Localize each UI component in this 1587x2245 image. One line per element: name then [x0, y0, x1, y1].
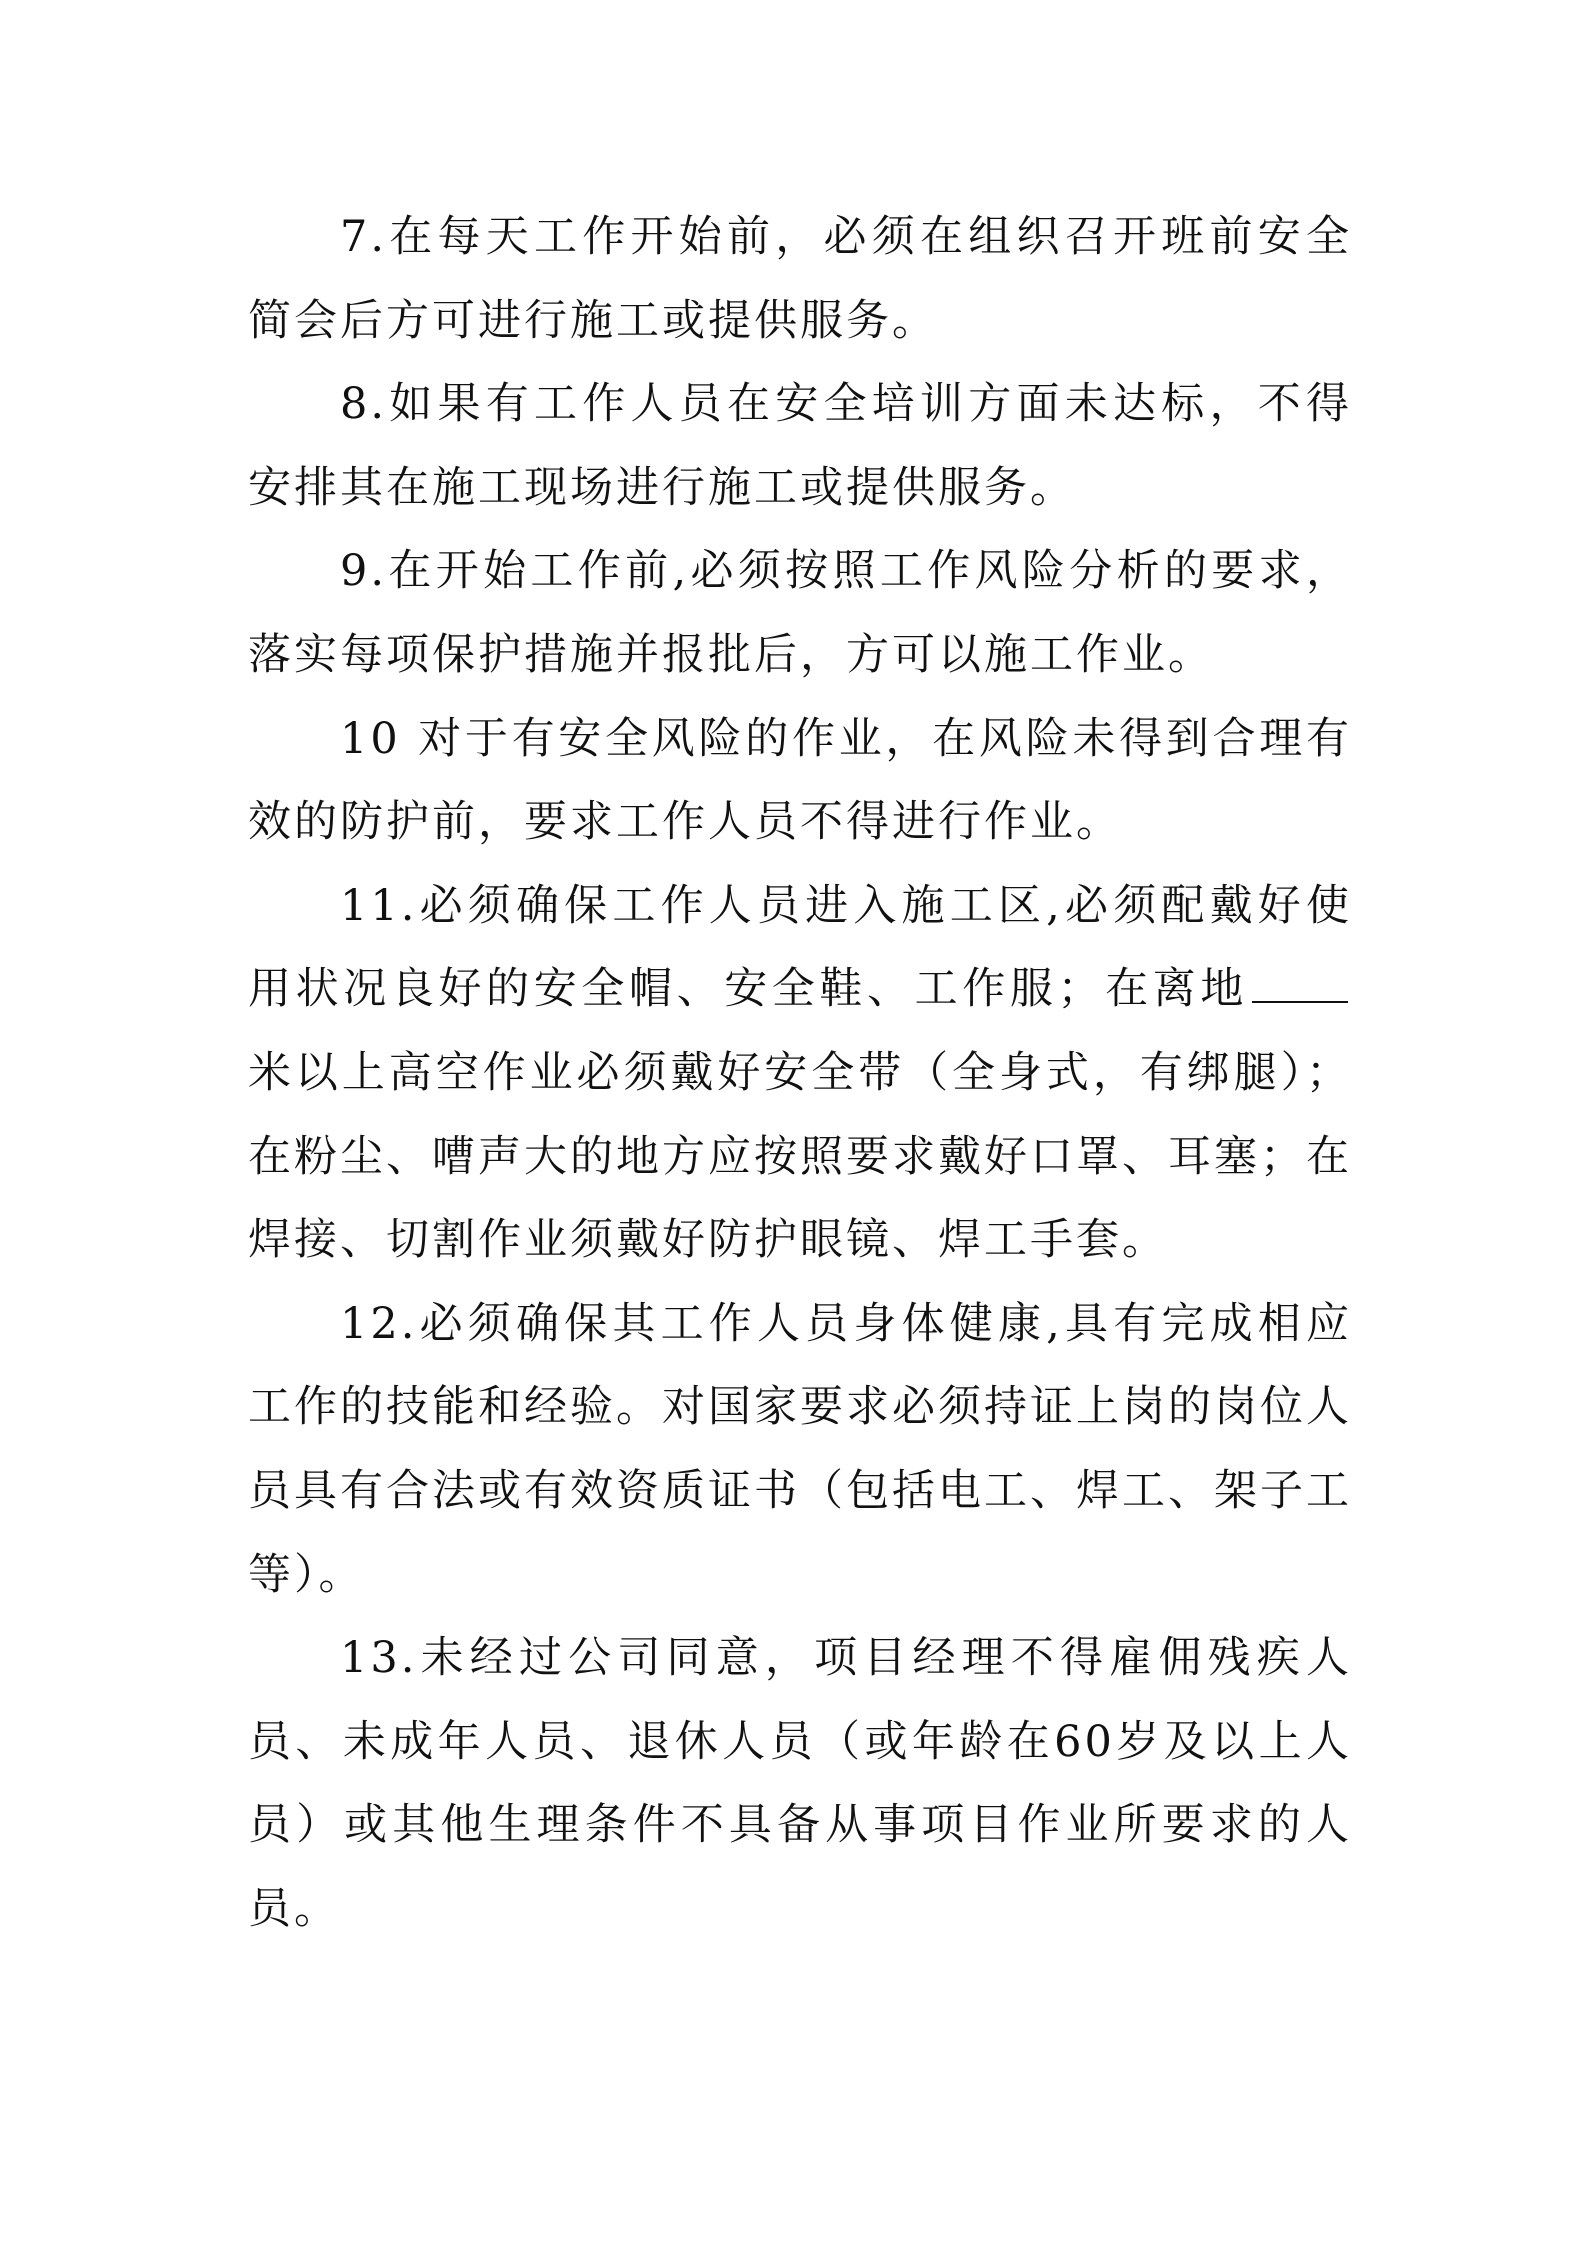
clause-10: 10 对于有安全风险的作业，在风险未得到合理有效的防护前，要求工作人员不得进行作业。	[248, 713, 1352, 848]
clause-7: 7.在每天工作开始前，必须在组织召开班前安全简会后方可进行施工或提供服务。	[248, 212, 1352, 346]
fill-in-blank	[1252, 971, 1348, 1003]
clause-13: 13.未经过公司同意，项目经理不得雇佣残疾人员、未成年人员、退休人员（或年龄在60岁及以上人员）或其他生理条件不具备从事项目作业所要求的人员。	[248, 1633, 1352, 1934]
clause-11-text-after-blank: 米以上高空作业必须戴好安全带（全身式，有绑腿）；在粉尘、嘈声大的地方应按照要求戴好口罩、耳塞；在焊接、切割作业须戴好防护眼镜、焊工手套。	[248, 1047, 1352, 1266]
clause-8: 8.如果有工作人员在安全培训方面未达标，不得安排其在施工现场进行施工或提供服务。	[248, 379, 1352, 513]
clause-11-text-before-blank: 11.必须确保工作人员进入施工区,必须配戴好使用状况良好的安全帽、安全鞋、工作服；在离地	[248, 880, 1352, 1015]
clause-9: 9.在开始工作前,必须按照工作风险分析的要求，落实每项保护措施并报批后，方可以施工作业。	[248, 546, 1352, 680]
document-body	[248, 196, 1352, 1951]
clause-11	[248, 865, 1352, 1283]
clause-12: 12.必须确保其工作人员身体健康,具有完成相应工作的技能和经验。对国家要求必须持证上岗的岗位人员具有合法或有效资质证书（包括电工、焊工、架子工等）。	[248, 1298, 1352, 1600]
